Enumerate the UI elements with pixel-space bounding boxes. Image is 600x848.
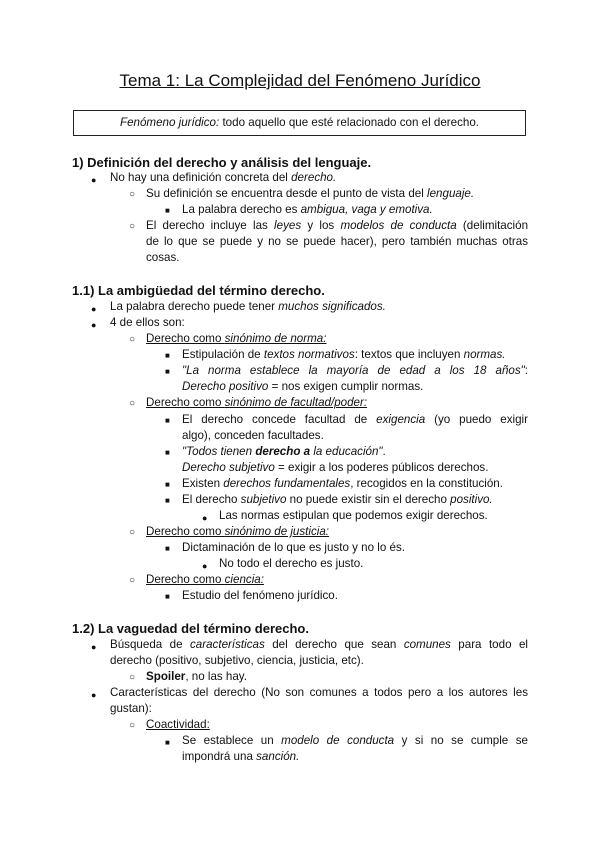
bullet-square-icon: ■ bbox=[165, 496, 170, 505]
list-item: Estipulación de textos normativos: textos que incluyen normas. bbox=[182, 348, 506, 361]
bullet-square-icon: ■ bbox=[165, 416, 170, 425]
section-1-heading: 1) Definición del derecho y análisis del lenguaje. bbox=[72, 155, 372, 170]
list-item: "La norma establece la mayoría de edad a los 18 años": Derecho positivo = nos exigen cumplir normas. bbox=[182, 364, 528, 393]
bullet-circle-icon: ○ bbox=[129, 334, 136, 345]
list-item: Derecho como sinónimo de justicia: bbox=[146, 525, 330, 538]
list-item: Características del derecho (No son comunes a todos pero a los autores les gustan): bbox=[110, 686, 528, 715]
bullet-circle-icon: ○ bbox=[129, 398, 136, 409]
list-item: 4 de ellos son: bbox=[110, 316, 185, 329]
list-item: Existen derechos fundamentales, recogidos en la constitución. bbox=[182, 477, 503, 490]
list-item: El derecho concede facultad de exigencia (yo puedo exigir algo), conceden facultades. bbox=[182, 413, 528, 442]
bullet-dot-icon: ● bbox=[91, 320, 97, 330]
bullet-square-icon: ■ bbox=[165, 448, 170, 457]
bullet-dot-icon: ● bbox=[202, 561, 208, 571]
list-item: "Todos tienen derecho a la educación". Derecho subjetivo = exigir a los poderes públicos derechos. bbox=[182, 445, 489, 474]
list-item: Dictaminación de lo que es justo y no lo és. bbox=[182, 541, 405, 554]
bullet-square-icon: ■ bbox=[165, 738, 170, 747]
list-item: Derecho como sinónimo de norma: bbox=[146, 332, 327, 345]
bullet-square-icon: ■ bbox=[165, 480, 170, 489]
list-item: No hay una definición concreta del derecho. bbox=[110, 171, 337, 184]
bullet-square-icon: ■ bbox=[165, 367, 170, 376]
bullet-dot-icon: ● bbox=[202, 513, 208, 523]
list-item: El derecho subjetivo no puede existir sin el derecho positivo. bbox=[182, 493, 493, 506]
list-item: Búsqueda de características del derecho que sean comunes para todo el derecho (positivo, subjetivo, ciencia, justicia, etc). bbox=[110, 638, 528, 667]
list-item: Se establece un modelo de conducta y si no se cumple se impondrá una sanción. bbox=[182, 734, 528, 763]
definition-box bbox=[73, 110, 526, 136]
bullet-square-icon: ■ bbox=[165, 544, 170, 553]
bullet-circle-icon: ○ bbox=[129, 672, 136, 683]
bullet-circle-icon: ○ bbox=[129, 189, 136, 200]
list-item: La palabra derecho puede tener muchos significados. bbox=[110, 300, 386, 313]
bullet-dot-icon: ● bbox=[91, 690, 97, 700]
list-item: Spoiler, no las hay. bbox=[146, 670, 247, 683]
definition-term: Fenómeno jurídico: bbox=[119, 116, 220, 129]
bullet-dot-icon: ● bbox=[91, 642, 97, 652]
bullet-dot-icon: ● bbox=[91, 304, 97, 314]
list-item: Su definición se encuentra desde el punto de vista del lenguaje. bbox=[146, 187, 475, 200]
section-1-2-heading: 1.2) La vaguedad del término derecho. bbox=[72, 621, 309, 636]
list-item: El derecho incluye las leyes y los modelos de conducta (delimitación de lo que se puede y no se puede hacer), pero también muchas otras cosas. bbox=[146, 219, 529, 264]
list-item: Las normas estipulan que podemos exigir derechos. bbox=[219, 509, 488, 522]
bullet-circle-icon: ○ bbox=[129, 221, 136, 232]
bullet-square-icon: ■ bbox=[165, 592, 170, 601]
list-item: No todo el derecho es justo. bbox=[219, 557, 364, 570]
bullet-circle-icon: ○ bbox=[129, 527, 136, 538]
list-item: Estudio del fenómeno jurídico. bbox=[182, 589, 338, 602]
bullet-dot-icon: ● bbox=[91, 175, 97, 185]
page-title: Tema 1: La Complejidad del Fenómeno Jurídico bbox=[119, 71, 481, 90]
definition-text: todo aquello que esté relacionado con el derecho. bbox=[219, 116, 479, 129]
list-item: La palabra derecho es ambigua, vaga y emotiva. bbox=[182, 203, 433, 216]
section-1-1-heading: 1.1) La ambigüedad del término derecho. bbox=[72, 283, 325, 298]
list-item: Derecho como ciencia: bbox=[146, 573, 264, 586]
bullet-square-icon: ■ bbox=[165, 206, 170, 215]
bullet-square-icon: ■ bbox=[165, 351, 170, 360]
bullet-circle-icon: ○ bbox=[129, 575, 136, 586]
list-item: Derecho como sinónimo de facultad/poder: bbox=[146, 396, 368, 409]
bullet-circle-icon: ○ bbox=[129, 720, 136, 731]
list-item: Coactividad: bbox=[146, 718, 210, 731]
